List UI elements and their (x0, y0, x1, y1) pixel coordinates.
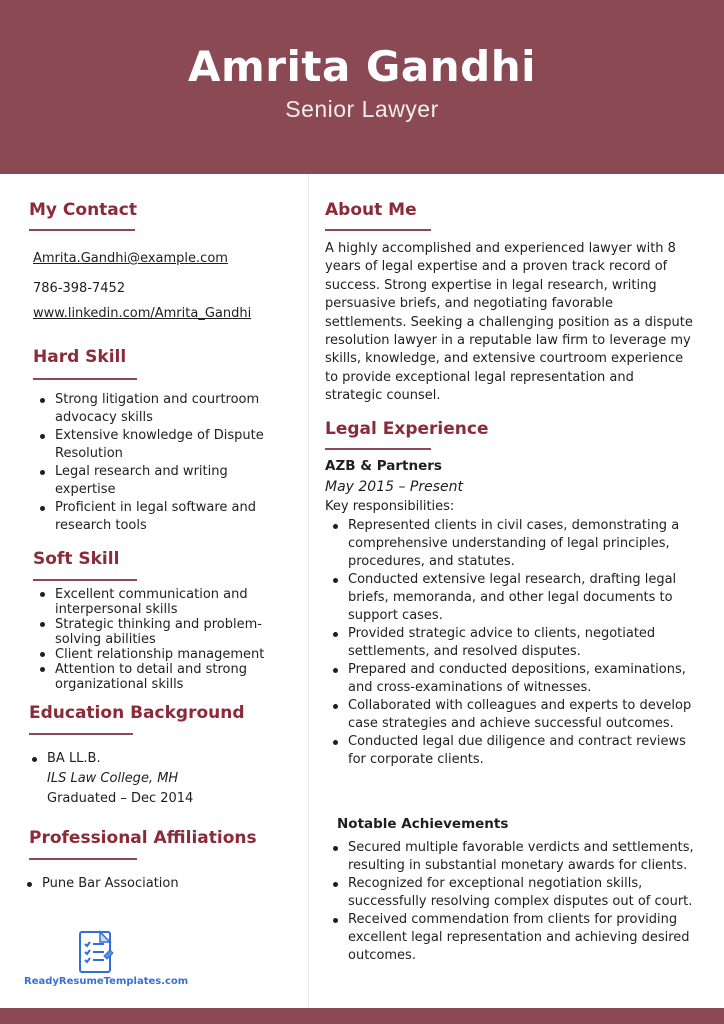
affiliations-heading: Professional Affiliations (29, 828, 257, 848)
hard-skill-list (33, 391, 281, 535)
education-heading: Education Background (29, 703, 245, 723)
list-item: Legal research and writing expertise (33, 463, 281, 499)
list-item: Secured multiple favorable verdicts and settlements, resulting in substantial monetary awards for clients. (326, 839, 696, 875)
contact-email-link[interactable]: Amrita.Gandhi@example.com (33, 251, 228, 266)
hard-skill-heading: Hard Skill (33, 347, 127, 367)
list-item: Pune Bar Association (20, 875, 280, 893)
company-name: AZB & Partners (325, 458, 442, 474)
experience-heading: Legal Experience (325, 419, 489, 439)
contact-heading-underline (29, 229, 135, 231)
header-banner (0, 0, 724, 174)
list-item: Received commendation from clients for providing excellent legal representation and achieving desired outcomes. (326, 911, 696, 965)
contact-linkedin-link[interactable]: www.linkedin.com/Amrita_Gandhi (33, 306, 252, 321)
list-item: Strategic thinking and problem-solving abilities (33, 617, 288, 647)
list-item: Client relationship management (33, 647, 288, 662)
education-underline (29, 733, 133, 735)
footer-bar (0, 1008, 724, 1024)
about-underline (325, 229, 431, 231)
education-degree: BA LL.B. (47, 751, 101, 766)
affiliations-underline (29, 858, 137, 860)
education-graduated: Graduated – Dec 2014 (47, 791, 194, 806)
contact-phone: 786-398-7452 (33, 281, 126, 296)
brand-logo[interactable] (24, 930, 189, 990)
education-school: ILS Law College, MH (47, 771, 179, 786)
list-item: Conducted extensive legal research, drafting legal briefs, memoranda, and other legal documents to support cases. (326, 571, 696, 625)
hard-skill-underline (33, 378, 137, 380)
job-period: May 2015 – Present (325, 479, 464, 495)
achievements-label: Notable Achievements (337, 816, 509, 832)
list-item: Strong litigation and courtroom advocacy skills (33, 391, 281, 427)
contact-heading: My Contact (29, 200, 137, 220)
soft-skill-list (33, 587, 288, 692)
list-item: Extensive knowledge of Dispute Resolution (33, 427, 281, 463)
soft-skill-heading: Soft Skill (33, 549, 120, 569)
list-item: Recognized for exceptional negotiation skills, successfully resolving complex disputes out of court. (326, 875, 696, 911)
list-item: Represented clients in civil cases, demonstrating a comprehensive understanding of legal principles, procedures, and statutes. (326, 517, 696, 571)
candidate-title: Senior Lawyer (285, 96, 439, 122)
list-item: Collaborated with colleagues and experts to develop case strategies and achieve successful outcomes. (326, 697, 696, 733)
list-item: Attention to detail and strong organizational skills (33, 662, 288, 692)
education-bullet (32, 757, 37, 762)
affiliations-list (20, 875, 280, 893)
about-text: A highly accomplished and experienced lawyer with 8 years of legal expertise and a proven track record of success. Strong expertise in legal research, writing persuasive briefs, and negotiating favorable settlements. Seeking a challenging position as a dispute resolution lawyer in a reputable law firm to leverage my skills, knowledge, and extensive courtroom experience to provide exceptional legal representation and strategic counsel. (325, 241, 693, 404)
list-item: Proficient in legal software and research tools (33, 499, 281, 535)
list-item: Conducted legal due diligence and contract reviews for corporate clients. (326, 733, 696, 769)
soft-skill-underline (33, 579, 137, 581)
brand-logo-text: ReadyResumeTemplates.com (24, 976, 189, 987)
column-divider (308, 174, 309, 1008)
resume-document-icon (78, 930, 114, 974)
candidate-name: Amrita Gandhi (188, 42, 536, 91)
list-item: Prepared and conducted depositions, examinations, and cross-examinations of witnesses. (326, 661, 696, 697)
responsibilities-list (326, 517, 696, 769)
list-item: Provided strategic advice to clients, negotiated settlements, and resolved disputes. (326, 625, 696, 661)
responsibilities-label: Key responsibilities: (325, 499, 455, 514)
list-item: Excellent communication and interpersonal skills (33, 587, 288, 617)
achievements-list (326, 839, 696, 965)
experience-underline (325, 448, 431, 450)
about-heading: About Me (325, 200, 417, 220)
